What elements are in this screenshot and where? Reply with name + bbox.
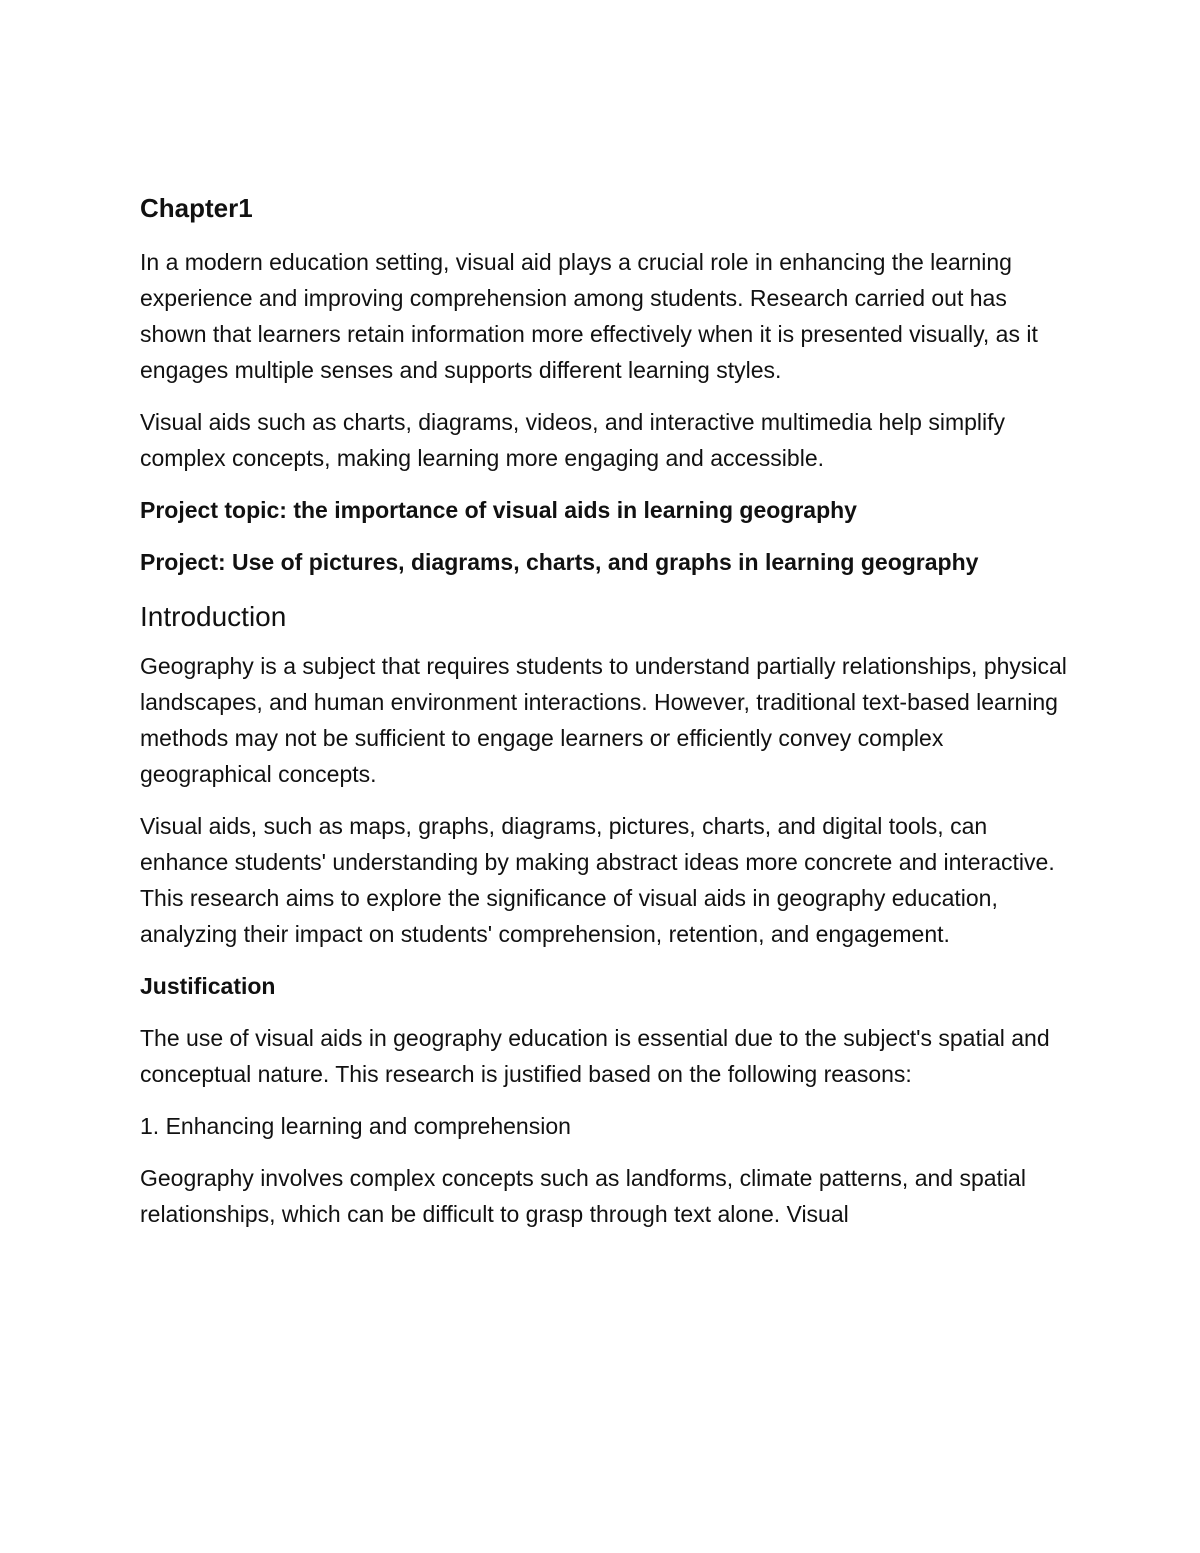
intro-paragraph-2: Visual aids such as charts, diagrams, videos, and interactive multimedia help simplify complex concepts, making learning more engaging and accessible. xyxy=(140,409,1006,471)
justification-paragraph: The use of visual aids in geography education is essential due to the subject's spatial and conceptual nature. This research is justified based on the following reasons: xyxy=(140,1025,1050,1087)
introduction-paragraph-1: Geography is a subject that requires students to understand partially relationships, physical landscapes, and human environment interactions. However, traditional text-based learning methods may not be sufficient to engage learners or efficiently convey complex geographical concepts. xyxy=(140,653,1067,787)
reason-1-heading: 1. Enhancing learning and comprehension xyxy=(140,1113,571,1139)
introduction-paragraph-2: Visual aids, such as maps, graphs, diagrams, pictures, charts, and digital tools, can enhance students' understanding by making abstract ideas more concrete and interactive. This research aims to explore the significance of visual aids in geography education, analyzing their impact on students' comprehension, retention, and engagement. xyxy=(140,813,1055,947)
project-title: Project: Use of pictures, diagrams, charts, and graphs in learning geography xyxy=(140,549,979,575)
reason-1-paragraph: Geography involves complex concepts such as landforms, climate patterns, and spatial relationships, which can be difficult to grasp through text alone. Visual xyxy=(140,1165,1026,1227)
justification-heading: Justification xyxy=(140,973,276,999)
introduction-heading: Introduction xyxy=(140,601,287,632)
intro-paragraph-1: In a modern education setting, visual aid plays a crucial role in enhancing the learning experience and improving comprehension among students. Research carried out has shown that learners retain information more effectively when it is presented visually, as it engages multiple senses and supports different learning styles. xyxy=(140,249,1038,383)
chapter-title: Chapter1 xyxy=(140,193,253,223)
project-topic: Project topic: the importance of visual aids in learning geography xyxy=(140,497,857,523)
document-body xyxy=(140,188,1070,1248)
